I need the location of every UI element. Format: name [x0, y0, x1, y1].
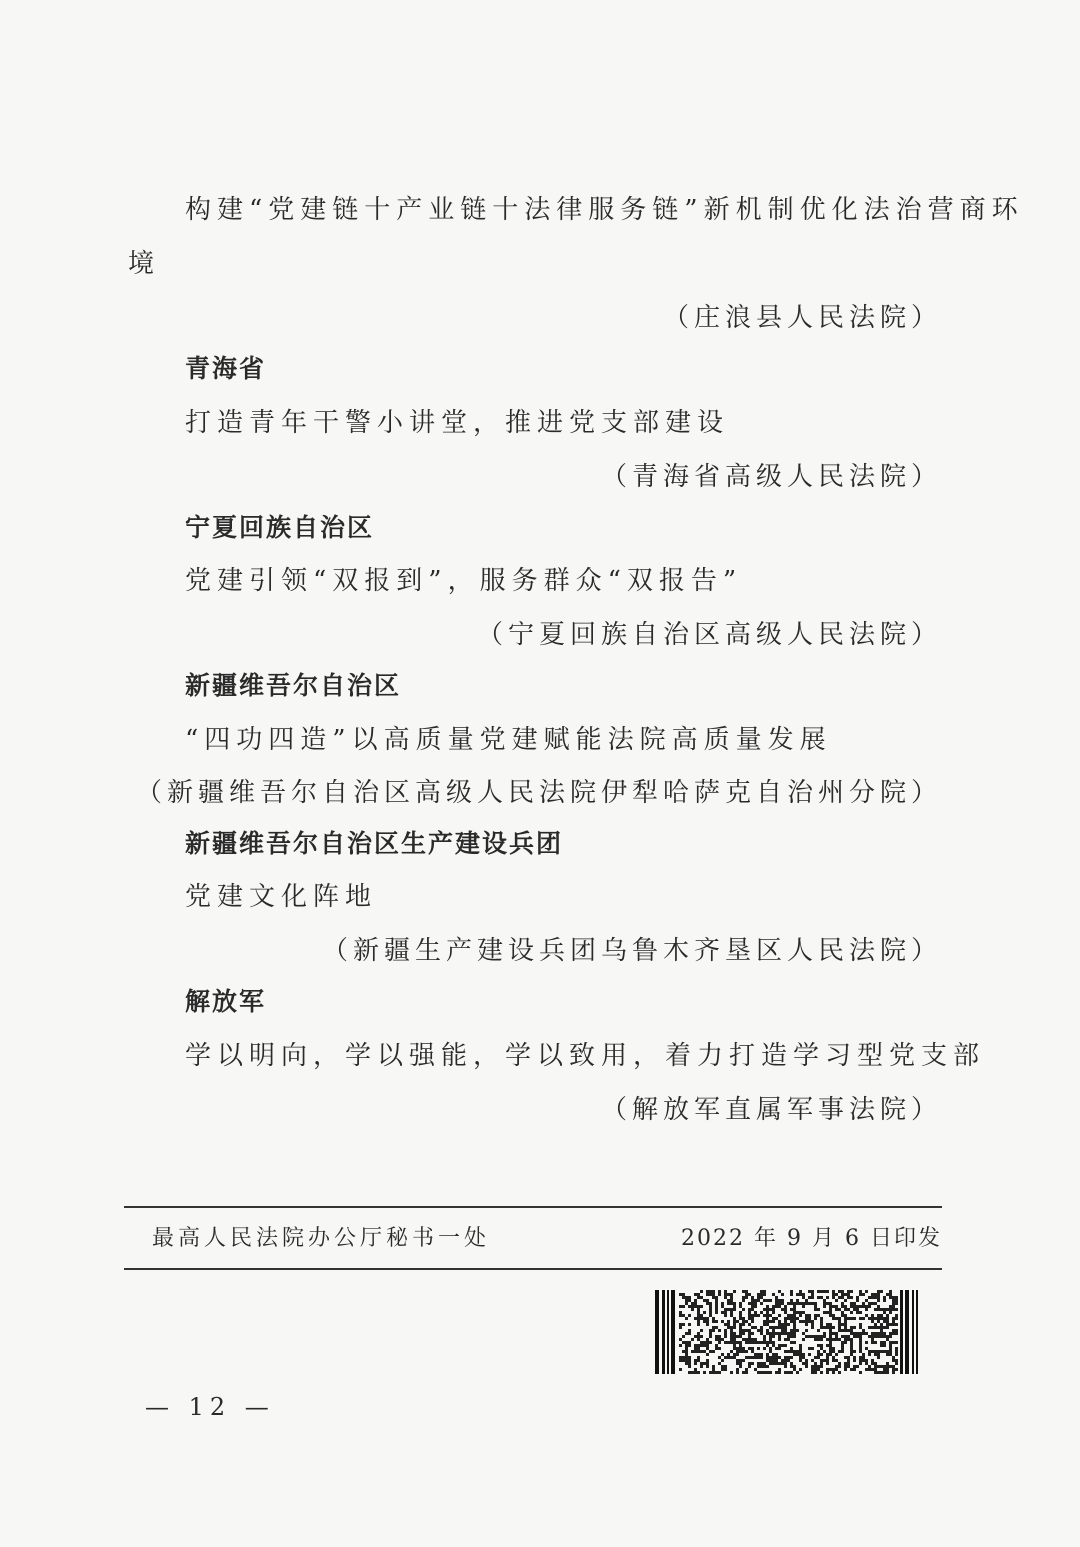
footer-bottom-rule: [124, 1268, 942, 1270]
entry-title-continued: 境: [128, 249, 161, 279]
entry-source: （庄浪县人民法院）: [662, 303, 942, 333]
region-heading: 新疆维吾尔自治区生产建设兵团: [185, 829, 564, 858]
entry-title: 打造青年干警小讲堂，推进党支部建设: [185, 408, 730, 438]
entry-source: （新疆维吾尔自治区高级人民法院伊犁哈萨克自治州分院）: [135, 778, 942, 808]
entry-source: （新疆生产建设兵团乌鲁木齐垦区人民法院）: [321, 936, 942, 966]
entry-source: （宁夏回族自治区高级人民法院）: [476, 620, 942, 650]
entry-title: 构建“党建链十产业链十法律服务链”新机制优化法治营商环: [185, 195, 1024, 225]
region-heading: 解放军: [185, 987, 267, 1016]
barcode-icon: [655, 1290, 918, 1374]
entry-source: （青海省高级人民法院）: [600, 462, 942, 492]
region-heading: 宁夏回族自治区: [185, 513, 375, 542]
entry-source: （解放军直属军事法院）: [600, 1095, 942, 1125]
entry-title: 党建引领“双报到”，服务群众“双报告”: [185, 566, 743, 596]
entry-title: “四功四造”以高质量党建赋能法院高质量发展: [185, 725, 832, 755]
entry-title: 学以明向，学以强能，学以致用，着力打造学习型党支部: [185, 1041, 986, 1071]
entry-title: 党建文化阵地: [185, 882, 378, 912]
footer-top-rule: [124, 1206, 942, 1208]
region-heading: 青海省: [185, 354, 267, 383]
region-heading: 新疆维吾尔自治区: [185, 671, 402, 700]
issuer-label: 最高人民法院办公厅秘书一处: [152, 1226, 491, 1251]
issue-date: 2022 年 9 月 6 日印发: [681, 1226, 942, 1251]
page-number: — 12 —: [145, 1393, 275, 1421]
